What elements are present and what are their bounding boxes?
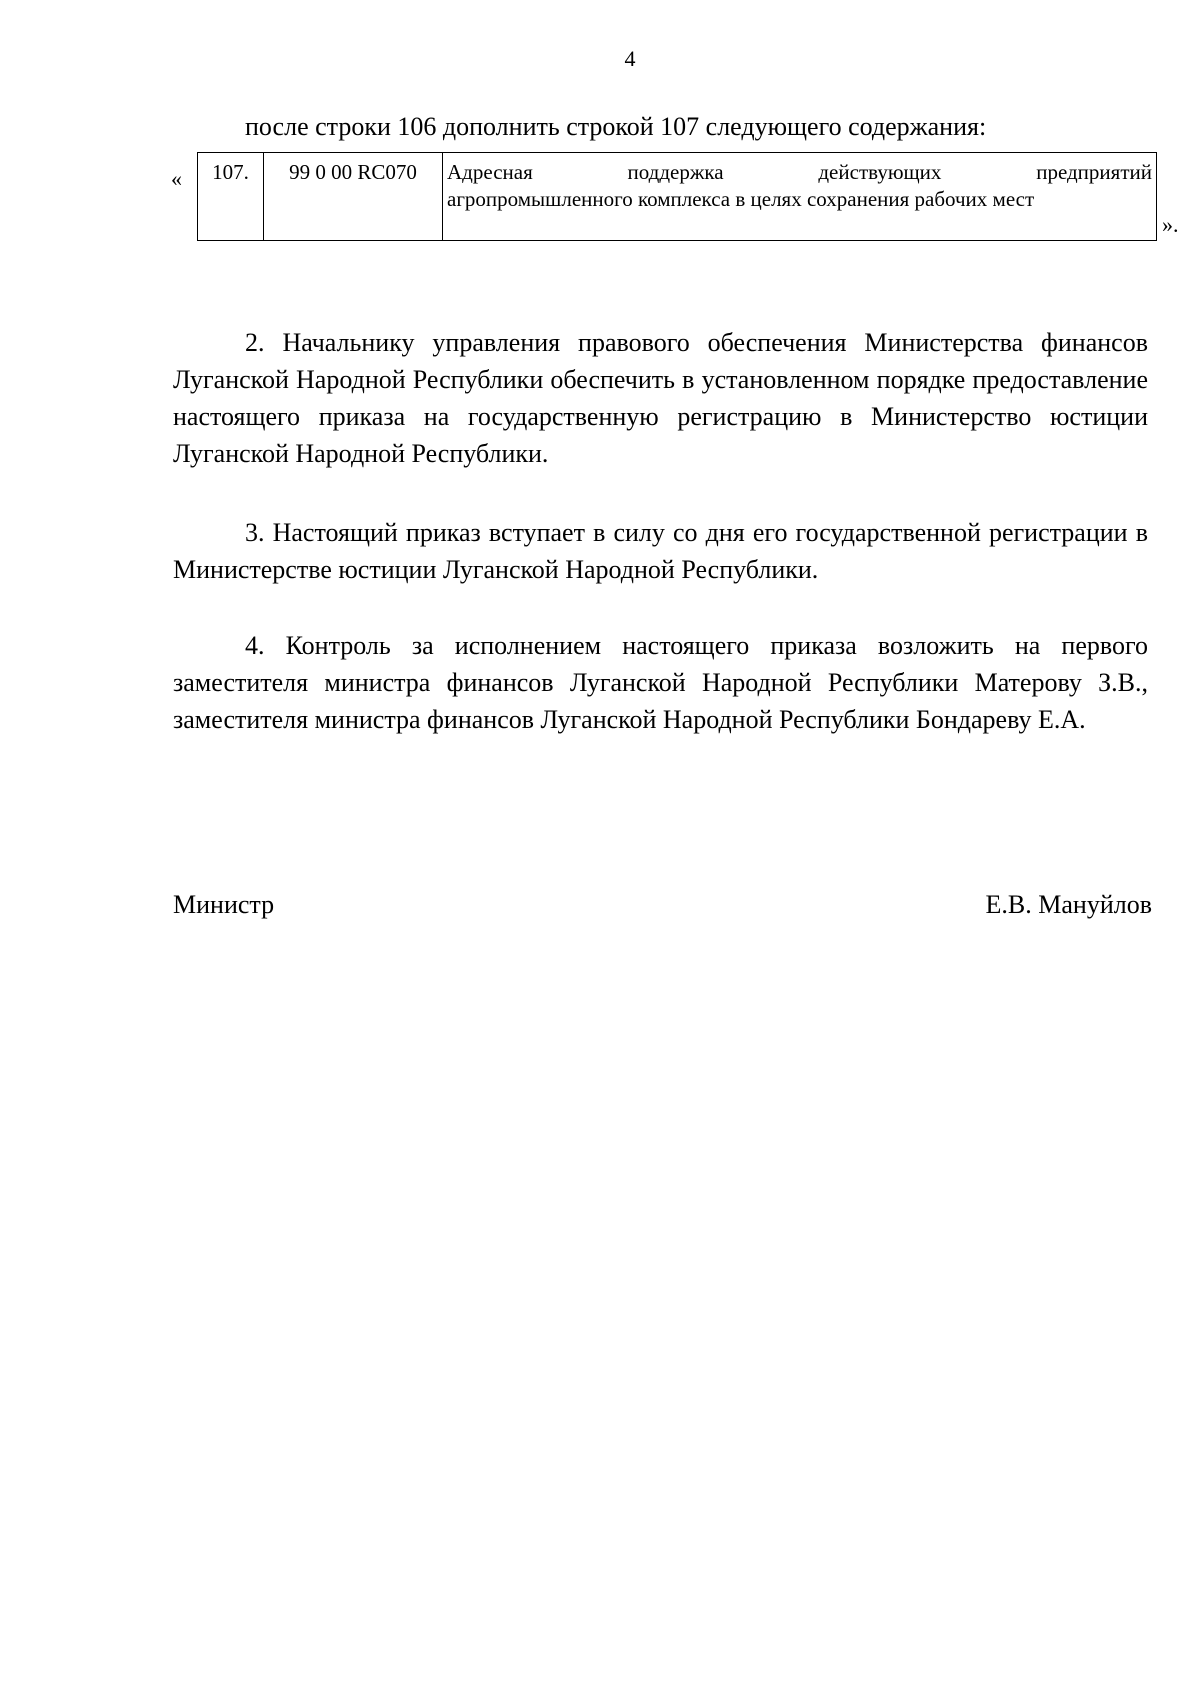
intro-line: после строки 106 дополнить строкой 107 следующего содержания: bbox=[245, 112, 987, 141]
signature-name: Е.В. Мануйлов bbox=[985, 890, 1152, 919]
table-row bbox=[198, 153, 1157, 241]
paragraph-3: 3. Настоящий приказ вступает в силу со дня его государственной регистрации в Министерстве юстиции Луганской Народной Республики. bbox=[173, 518, 1148, 584]
description-word: Адресная bbox=[447, 160, 533, 184]
description-word: предприятий bbox=[1036, 160, 1152, 184]
paragraph-2: 2. Начальнику управления правового обеспечения Министерства финансов Луганской Народной Республики обеспечить в установленном порядке предоставление настоящего приказа на государственную регистрацию в Министерство юстиции Луганской Народной Республики. bbox=[173, 328, 1148, 468]
description-word: поддержка bbox=[627, 160, 724, 184]
row-number-cell: 107. bbox=[198, 153, 264, 241]
amendment-table bbox=[197, 152, 1157, 241]
quote-open: « bbox=[171, 166, 182, 191]
page-number: 4 bbox=[624, 46, 636, 71]
quote-close: ». bbox=[1162, 212, 1179, 237]
row-description-cell bbox=[443, 153, 1157, 241]
row-code-cell: 99 0 00 RC070 bbox=[264, 153, 443, 241]
paragraph-4: 4. Контроль за исполнением настоящего приказа возложить на первого заместителя министра финансов Луганской Народной Республики Матерову З.В., заместителя министра финансов Луганской Народной Республики Бондареву Е.А. bbox=[173, 631, 1148, 734]
signature-role: Министр bbox=[173, 890, 275, 919]
description-line-1 bbox=[447, 159, 1152, 186]
description-word: действующих bbox=[818, 160, 942, 184]
description-line-2: агропромышленного комплекса в целях сохранения рабочих мест bbox=[447, 187, 1035, 211]
